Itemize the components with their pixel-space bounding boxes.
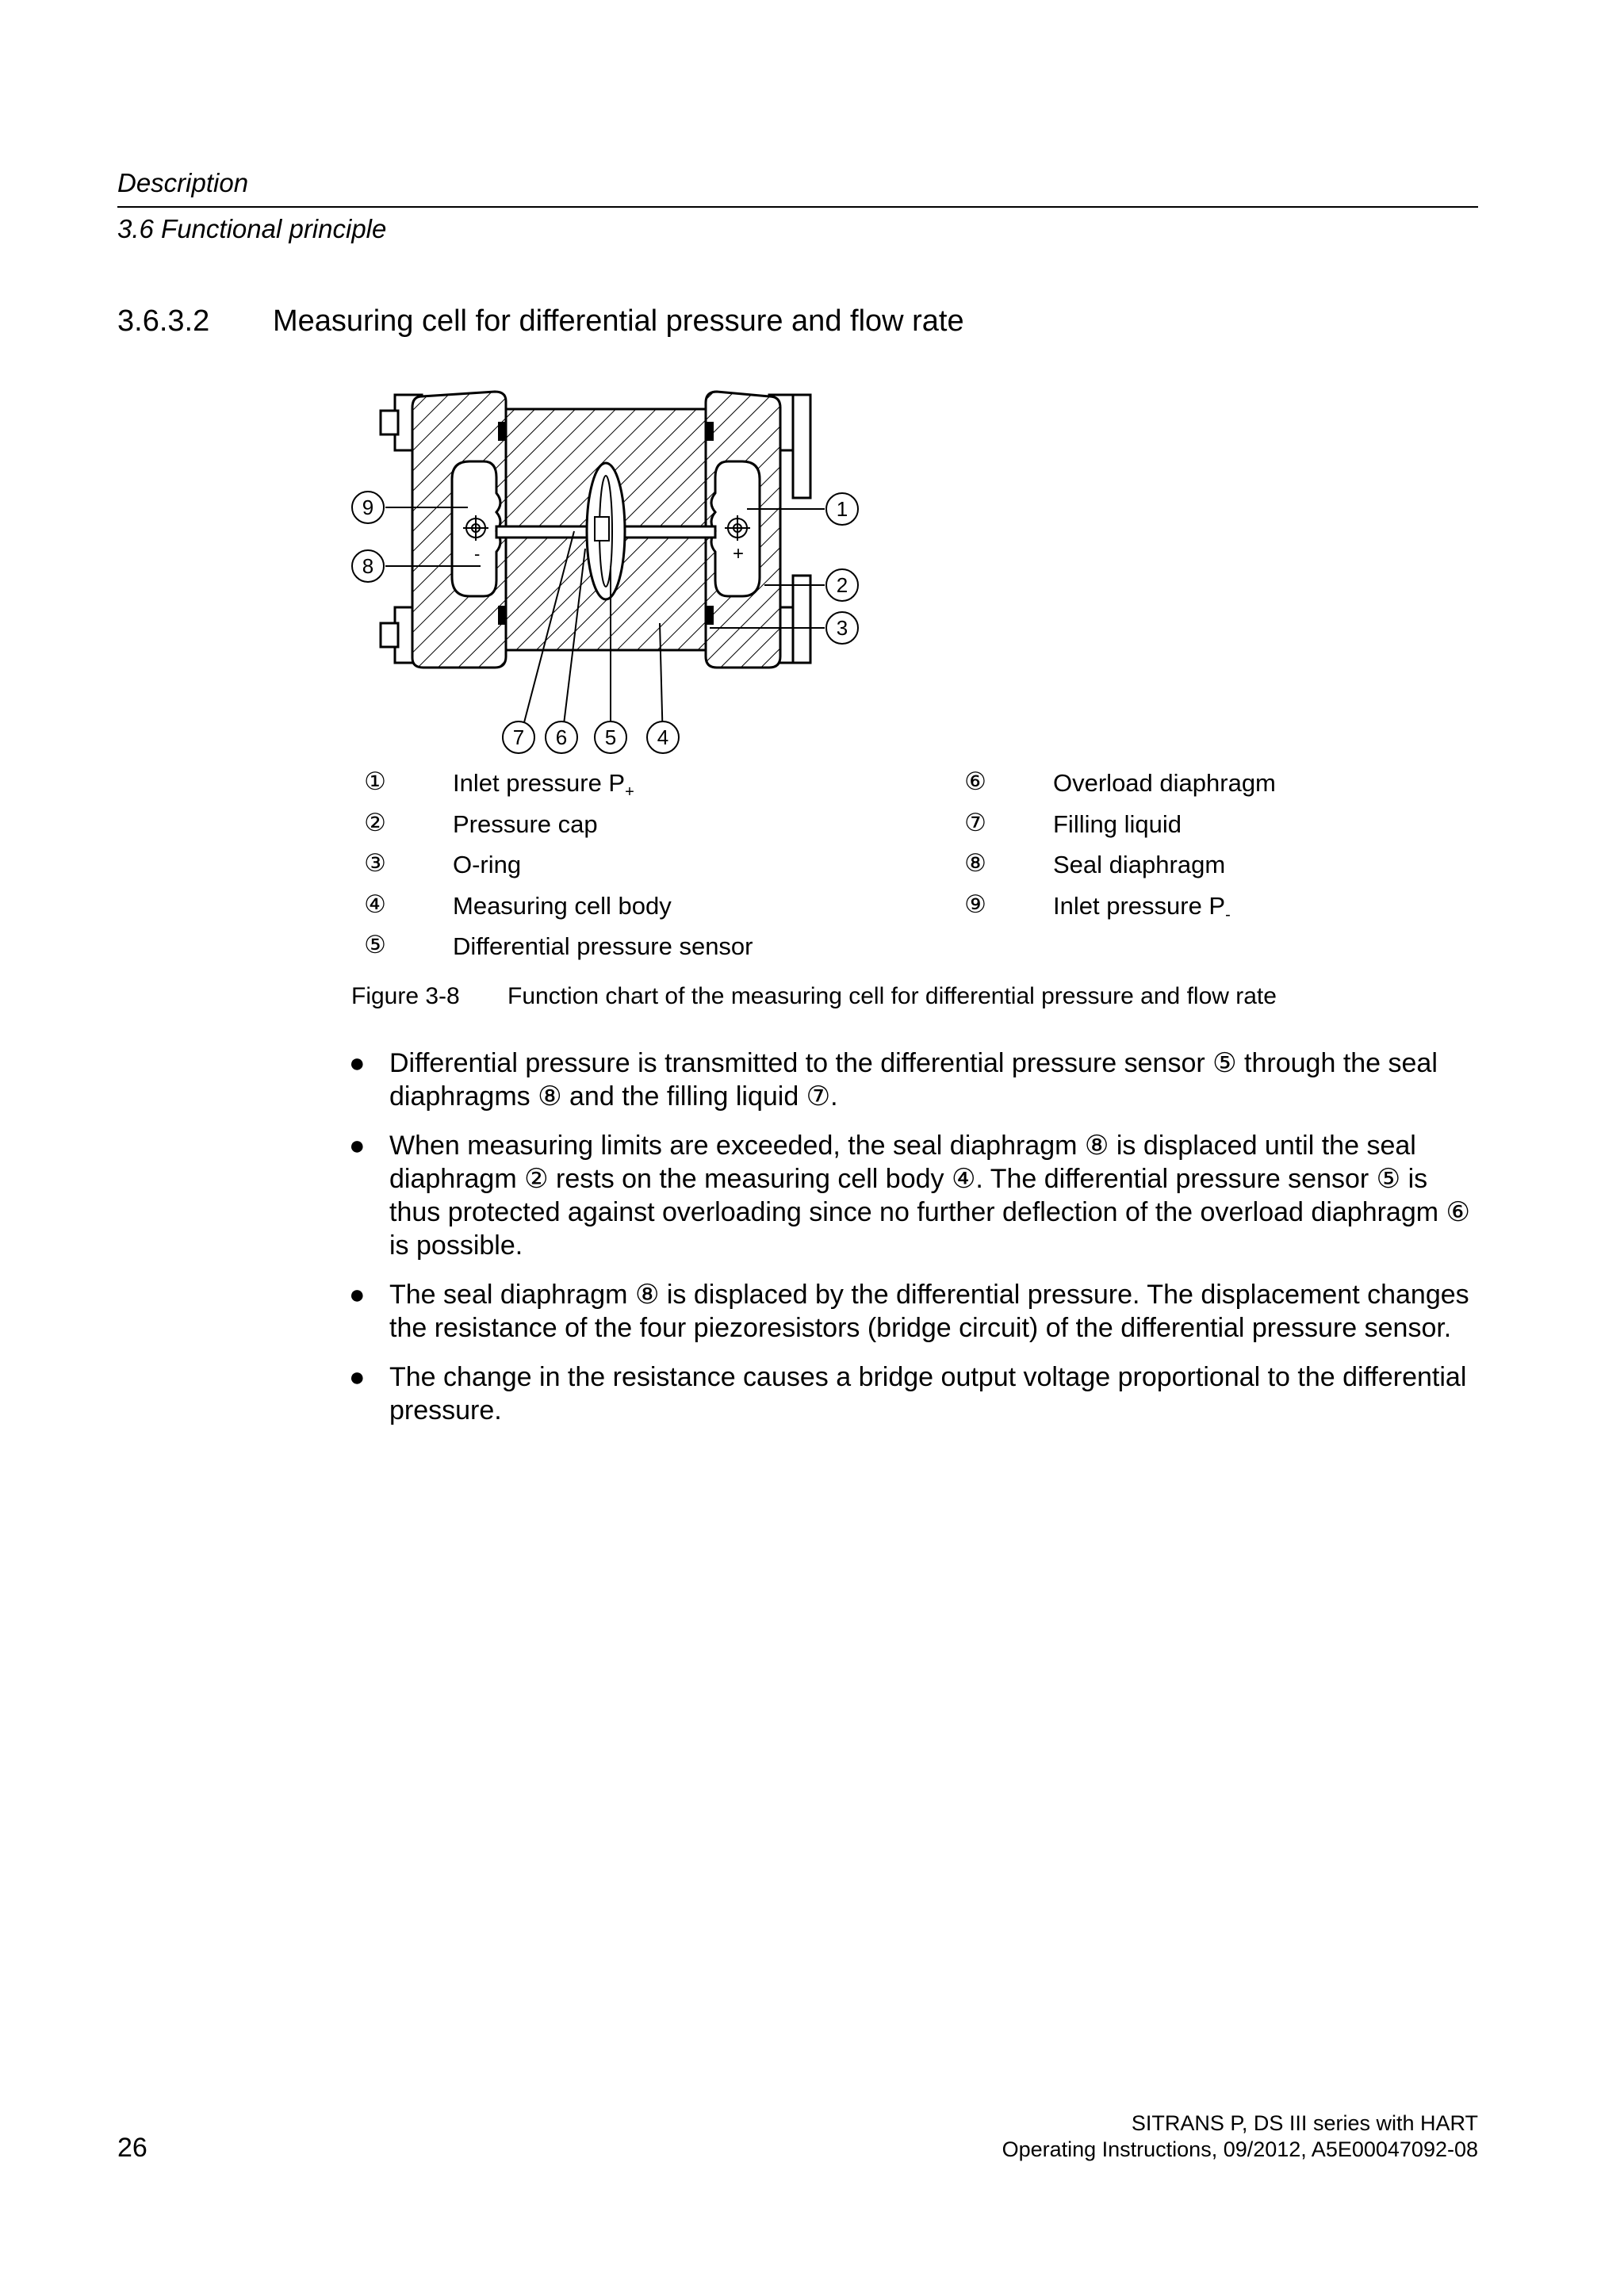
legend-number: ⑨ (964, 890, 986, 918)
bullet-item (349, 1360, 1483, 1427)
header-section: 3.6 Functional principle (117, 214, 387, 243)
footer-product: SITRANS P, DS III series with HART (1131, 2111, 1478, 2135)
callout-6 (546, 721, 577, 753)
legend-label: O-ring (453, 851, 522, 878)
section-number: 3.6.3.2 (117, 304, 210, 338)
legend-number: ④ (364, 890, 386, 918)
bullet-marker: ● (349, 1131, 366, 1161)
header-divider (117, 206, 1478, 208)
plus-sign: + (733, 543, 745, 564)
figure-number: Figure 3-8 (351, 983, 460, 1009)
callout-1 (826, 493, 858, 525)
callout-5 (595, 721, 626, 753)
bullet-item (349, 1129, 1483, 1262)
svg-text:8: 8 (362, 554, 374, 578)
svg-text:1: 1 (836, 497, 848, 521)
bullet-item (349, 1047, 1483, 1113)
legend-label: Overload diaphragm (1053, 769, 1276, 797)
measuring-cell-diagram (349, 373, 920, 761)
bullet-marker: ● (349, 1362, 366, 1392)
page-number: 26 (117, 2133, 147, 2163)
bullet-text: The change in the resistance causes a bridge output voltage proportional to the differential pressure. (389, 1362, 1467, 1425)
callout-4 (647, 721, 679, 753)
legend-number: ⑤ (364, 931, 386, 959)
svg-text:3: 3 (836, 616, 848, 640)
bullet-marker: ● (349, 1280, 366, 1310)
callout-3 (826, 612, 858, 644)
legend-label: Filling liquid (1053, 810, 1182, 838)
bullet-text: When measuring limits are exceeded, the seal diaphragm ⑧ is displaced until the seal diaphragm ② rests on the measuring cell body ④. The differential pressure sensor ⑤ is thus protected against overloading since no further deflection of the overload diaphragm ⑥ is possible. (389, 1131, 1470, 1261)
section-title: Measuring cell for differential pressure and flow rate (273, 304, 964, 338)
legend-number: ⑥ (964, 767, 986, 795)
header-chapter: Description (117, 168, 249, 197)
svg-text:4: 4 (657, 725, 669, 749)
callout-9 (352, 492, 384, 523)
svg-text:5: 5 (604, 725, 617, 749)
legend-number: ⑦ (964, 809, 986, 836)
callout-8 (352, 550, 384, 582)
figure-caption: Function chart of the measuring cell for differential pressure and flow rate (508, 983, 1277, 1009)
svg-text:7: 7 (512, 725, 525, 749)
legend-label: Pressure cap (453, 810, 598, 838)
footer-document: Operating Instructions, 09/2012, A5E00047092-08 (1002, 2137, 1478, 2161)
legend-label: Differential pressure sensor (453, 932, 753, 960)
bullet-text: The seal diaphragm ⑧ is displaced by the differential pressure. The displacement changes the resistance of the four piezoresistors (bridge circuit) of the differential pressure sensor. (389, 1280, 1469, 1343)
legend-number: ③ (364, 849, 386, 877)
legend-number: ⑧ (964, 849, 986, 877)
bullet-item (349, 1278, 1483, 1345)
legend-label: Inlet pressure $P_-$ (1053, 892, 1231, 924)
svg-text:9: 9 (362, 496, 374, 519)
bullet-text: Differential pressure is transmitted to the differential pressure sensor ⑤ through the seal diaphragms ⑧ and the filling liquid ⑦. (389, 1048, 1438, 1112)
callout-7 (503, 721, 534, 753)
callout-2 (826, 569, 858, 601)
legend-number: ① (364, 767, 386, 795)
legend-label: Inlet pressure $P_+$ (453, 769, 634, 802)
bullet-marker: ● (349, 1048, 366, 1078)
minus-sign: - (474, 544, 481, 564)
legend-number: ② (364, 809, 386, 836)
svg-text:6: 6 (555, 725, 568, 749)
legend-label: Measuring cell body (453, 892, 672, 920)
svg-text:2: 2 (836, 573, 848, 597)
legend-label: Seal diaphragm (1053, 851, 1226, 878)
